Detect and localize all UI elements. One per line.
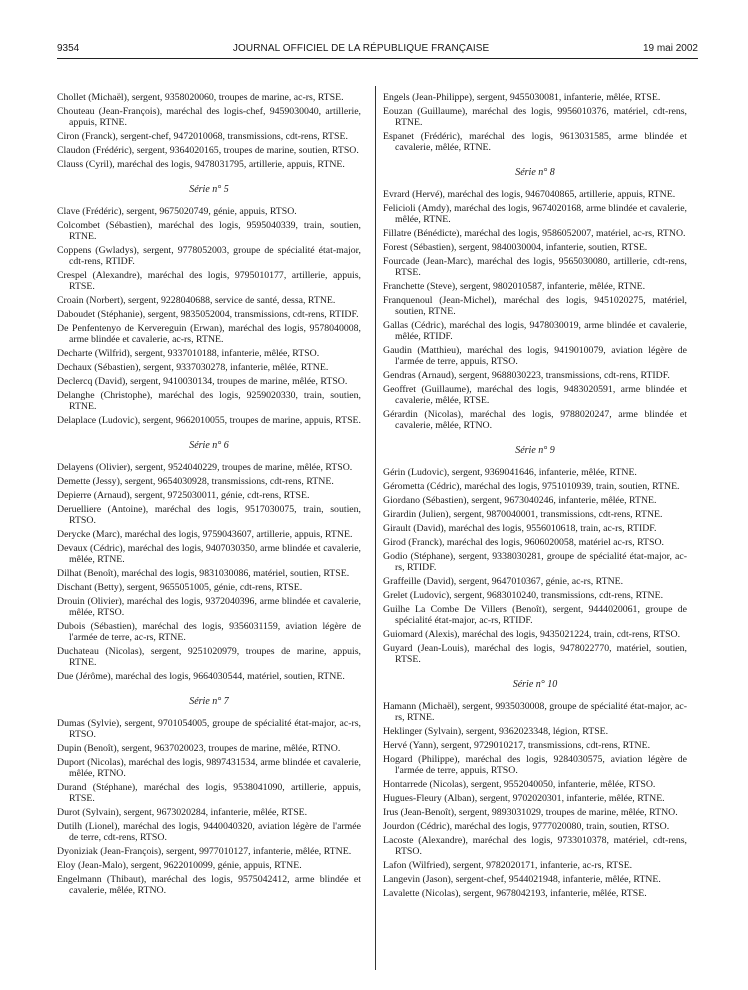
personnel-entry: Eouzan (Guillaume), maréchal des logis, 9956010376, matériel, cdt-rens, RTNE. [383,106,687,128]
personnel-entry: Franchette (Steve), sergent, 9802010587, infanterie, mêlée, RTNE. [383,281,646,292]
serie-heading: Série n° 6 [189,440,229,451]
personnel-entry: Declercq (David), sergent, 9410030134, troupes de marine, mêlée, RTSO. [57,376,348,387]
personnel-entry: Croain (Norbert), sergent, 9228040688, service de santé, dessa, RTNE. [57,295,336,306]
personnel-entry: De Penfentenyo de Kervereguin (Erwan), maréchal des logis, 9578040008, arme blindée et cavalerie, ac-rs, RTNE. [57,323,361,345]
personnel-entry: Hontarrede (Nicolas), sergent, 9552040050, infanterie, mêlée, RTSO. [383,779,656,790]
personnel-entry: Duchateau (Nicolas), sergent, 9251020979, troupes de marine, appuis, RTNE. [57,646,361,668]
header-rule [57,58,698,59]
personnel-entry: Claudon (Frédéric), sergent, 9364020165, troupes de marine, soutien, RTSO. [57,145,359,156]
personnel-entry: Gérin (Ludovic), sergent, 9369041646, infanterie, mêlée, RTNE. [383,467,637,478]
personnel-entry: Dupin (Benoît), sergent, 9637020023, troupes de marine, mêlée, RTNO. [57,743,341,754]
personnel-entry: Derycke (Marc), maréchal des logis, 9759043607, artillerie, appuis, RTNE. [57,529,353,540]
personnel-entry: Dechaux (Sébastien), sergent, 9337030278, infanterie, mêlée, RTNE. [57,362,329,373]
personnel-entry: Gallas (Cédric), maréchal des logis, 9478030019, arme blindée et cavalerie, mêlée, RTIDF. [383,320,687,342]
personnel-entry: Dutilh (Lionel), maréchal des logis, 9440040320, aviation légère de l'armée de terre, cdt-rens, RTSO. [57,821,361,843]
personnel-entry: Guiomard (Alexis), maréchal des logis, 9435021224, train, cdt-rens, RTSO. [383,629,681,640]
personnel-entry: Girault (David), maréchal des logis, 9556010618, train, ac-rs, RTIDF. [383,523,657,534]
serie-heading: Série n° 7 [189,696,229,707]
personnel-entry: Clauss (Cyril), maréchal des logis, 9478031795, artillerie, appuis, RTNE. [57,159,345,170]
personnel-entry: Engels (Jean-Philippe), sergent, 9455030081, infanterie, mêlée, RTSE. [383,92,661,103]
personnel-entry: Due (Jérôme), maréchal des logis, 9664030544, matériel, soutien, RTNE. [57,671,345,682]
personnel-entry: Dyoniziak (Jean-François), sergent, 9977010127, infanterie, mêlée, RTNE. [57,846,352,857]
personnel-entry: Gérometta (Cédric), maréchal des logis, 9751010939, train, soutien, RTNE. [383,481,680,492]
personnel-entry: Evrard (Hervé), maréchal des logis, 9467040865, artillerie, appuis, RTNE. [383,189,676,200]
personnel-entry: Eloy (Jean-Malo), sergent, 9622010099, génie, appuis, RTNE. [57,860,302,871]
page-header [57,43,698,54]
personnel-entry: Deruelliere (Antoine), maréchal des logis, 9517030075, train, soutien, RTSO. [57,504,361,526]
personnel-entry: Durot (Sylvain), sergent, 9673020284, infanterie, mêlée, RTSE. [57,807,308,818]
personnel-entry: Irus (Jean-Benoît), sergent, 9893031029, troupes de marine, mêlée, RTNO. [383,807,678,818]
personnel-entry: Gérardin (Nicolas), maréchal des logis, 9788020247, arme blindée et cavalerie, mêlée, RTNO. [383,409,687,431]
personnel-entry: Dilhat (Benoît), maréchal des logis, 9831030086, matériel, soutien, RTSE. [57,568,350,579]
personnel-entry: Gendras (Arnaud), sergent, 9688030223, transmissions, cdt-rens, RTIDF. [383,370,670,381]
page-number: 9354 [57,43,80,54]
personnel-entry: Delanghe (Christophe), maréchal des logis, 9259020330, train, soutien, RTNE. [57,390,361,412]
personnel-entry: Depierre (Arnaud), sergent, 9725030011, génie, cdt-rens, RTSE. [57,490,310,501]
personnel-entry: Godio (Stéphane), sergent, 9338030281, groupe de spécialité état-major, ac-rs, RTIDF. [383,551,687,573]
personnel-entry: Giordano (Sébastien), sergent, 9673040246, infanterie, mêlée, RTNE. [383,495,657,506]
personnel-entry: Ciron (Franck), sergent-chef, 9472010068, transmissions, cdt-rens, RTSE. [57,131,348,142]
serie-heading: Série n° 10 [512,679,558,690]
personnel-entry: Guilhe La Combe De Villers (Benoît), sergent, 9444020061, groupe de spécialité état-major, ac-rs, RTIDF. [383,604,687,626]
personnel-entry: Heklinger (Sylvain), sergent, 9362023348, légion, RTSE. [383,726,609,737]
personnel-entry: Engelmann (Thibaut), maréchal des logis, 9575042412, arme blindée et cavalerie, mêlée, RTNO. [57,874,361,896]
personnel-entry: Dischant (Betty), sergent, 9655051005, génie, cdt-rens, RTSE. [57,582,303,593]
personnel-entry: Fillatre (Bénédicte), maréchal des logis, 9586052007, matériel, ac-rs, RTNO. [383,228,686,239]
personnel-entry: Colcombet (Sébastien), maréchal des logis, 9595040339, train, soutien, RTNE. [57,220,361,242]
personnel-entry: Hervé (Yann), sergent, 9729010217, transmissions, cdt-rens, RTNE. [383,740,651,751]
personnel-entry: Lafon (Wilfried), sergent, 9782020171, infanterie, ac-rs, RTSE. [383,860,633,871]
personnel-entry: Delaplace (Ludovic), sergent, 9662010055, troupes de marine, appuis, RTSE. [57,415,361,426]
personnel-entry: Hogard (Philippe), maréchal des logis, 9284030575, aviation légère de l'armée de terre, appuis, RTSO. [383,754,687,776]
personnel-entry: Espanet (Frédéric), maréchal des logis, 9613031585, arme blindée et cavalerie, mêlée, RTNE. [383,131,687,153]
personnel-entry: Dubois (Sébastien), maréchal des logis, 9356031159, aviation légère de l'armée de terre, ac-rs, RTNE. [57,621,361,643]
personnel-entry: Demette (Jessy), sergent, 9654030928, transmissions, cdt-rens, RTNE. [57,476,334,487]
personnel-entry: Forest (Sébastien), sergent, 9840030004, infanterie, soutien, RTSE. [383,242,648,253]
personnel-entry: Hugues-Fleury (Alban), sergent, 9702020301, infanterie, mêlée, RTNE. [383,793,665,804]
personnel-entry: Duport (Nicolas), maréchal des logis, 9897431534, arme blindée et cavalerie, mêlée, RTNO. [57,757,361,779]
personnel-entry: Girardin (Julien), sergent, 9870040001, transmissions, cdt-rens, RTNE. [383,509,663,520]
personnel-entry: Crespel (Alexandre), maréchal des logis, 9795010177, artillerie, appuis, RTSE. [57,270,361,292]
personnel-entry: Langevin (Jason), sergent-chef, 9544021948, infanterie, mêlée, RTNE. [383,874,661,885]
personnel-entry: Jourdon (Cédric), maréchal des logis, 9777020080, train, soutien, RTSO. [383,821,670,832]
serie-heading: Série n° 9 [515,445,555,456]
personnel-entry: Girod (Franck), maréchal des logis, 9606020058, matériel ac-rs, RTSO. [383,537,665,548]
personnel-entry: Chouteau (Jean-François), maréchal des logis-chef, 9459030040, artillerie, appuis, RTNE. [57,106,361,128]
personnel-entry: Durand (Stéphane), maréchal des logis, 9538041090, artillerie, appuis, RTSE. [57,782,361,804]
personnel-entry: Delayens (Olivier), sergent, 9524040229, troupes de marine, mêlée, RTSO. [57,462,353,473]
personnel-entry: Hamann (Michaël), sergent, 9935030008, groupe de spécialité état-major, ac-rs, RTNE. [383,701,687,723]
left-column [57,92,361,899]
personnel-entry: Guyard (Jean-Louis), maréchal des logis, 9478022770, matériel, soutien, RTSE. [383,643,687,665]
personnel-entry: Clave (Frédéric), sergent, 9675020749, génie, appuis, RTSO. [57,206,297,217]
personnel-entry: Daboudet (Stéphanie), sergent, 9835052004, transmissions, cdt-rens, RTIDF. [57,309,359,320]
personnel-entry: Felicioli (Amdy), maréchal des logis, 9674020168, arme blindée et cavalerie, mêlée, RTNE. [383,203,687,225]
personnel-entry: Grelet (Ludovic), sergent, 9683010240, transmissions, cdt-rens, RTNE. [383,590,664,601]
personnel-entry: Drouin (Olivier), maréchal des logis, 9372040396, arme blindée et cavalerie, mêlée, RTSO. [57,596,361,618]
personnel-entry: Lavalette (Nicolas), sergent, 9678042193, infanterie, mêlée, RTSE. [383,888,647,899]
personnel-entry: Gaudin (Matthieu), maréchal des logis, 9419010079, aviation légère de l'armée de terre, appuis, RTSO. [383,345,687,367]
journal-title: JOURNAL OFFICIEL DE LA RÉPUBLIQUE FRANÇAISE [232,43,490,54]
personnel-entry: Franquenoul (Jean-Michel), maréchal des logis, 9451020275, matériel, soutien, RTNE. [383,295,687,317]
publication-date: 19 mai 2002 [642,43,698,54]
personnel-entry: Lacoste (Alexandre), maréchal des logis, 9733010378, matériel, cdt-rens, RTSO. [383,835,687,857]
personnel-entry: Geoffret (Guillaume), maréchal des logis, 9483020591, arme blindée et cavalerie, mêlée, RTSE. [383,384,687,406]
personnel-entry: Coppens (Gwladys), sergent, 9778052003, groupe de spécialité état-major, cdt-rens, RTIDF. [57,245,361,267]
right-column [383,92,687,902]
personnel-entry: Graffeille (David), sergent, 9647010367, génie, ac-rs, RTNE. [383,576,624,587]
personnel-entry: Decharte (Wilfrid), sergent, 9337010188, infanterie, mêlée, RTSO. [57,348,320,359]
personnel-entry: Fourcade (Jean-Marc), maréchal des logis, 9565030080, artillerie, cdt-rens, RTSE. [383,256,687,278]
column-divider [375,86,376,970]
personnel-entry: Chollet (Michaël), sergent, 9358020060, troupes de marine, ac-rs, RTSE. [57,92,344,103]
personnel-entry: Devaux (Cédric), maréchal des logis, 9407030350, arme blindée et cavalerie, mêlée, RTNE. [57,543,361,565]
serie-heading: Série n° 8 [515,167,555,178]
serie-heading: Série n° 5 [189,184,229,195]
personnel-entry: Dumas (Sylvie), sergent, 9701054005, groupe de spécialité état-major, ac-rs, RTSO. [57,718,361,740]
